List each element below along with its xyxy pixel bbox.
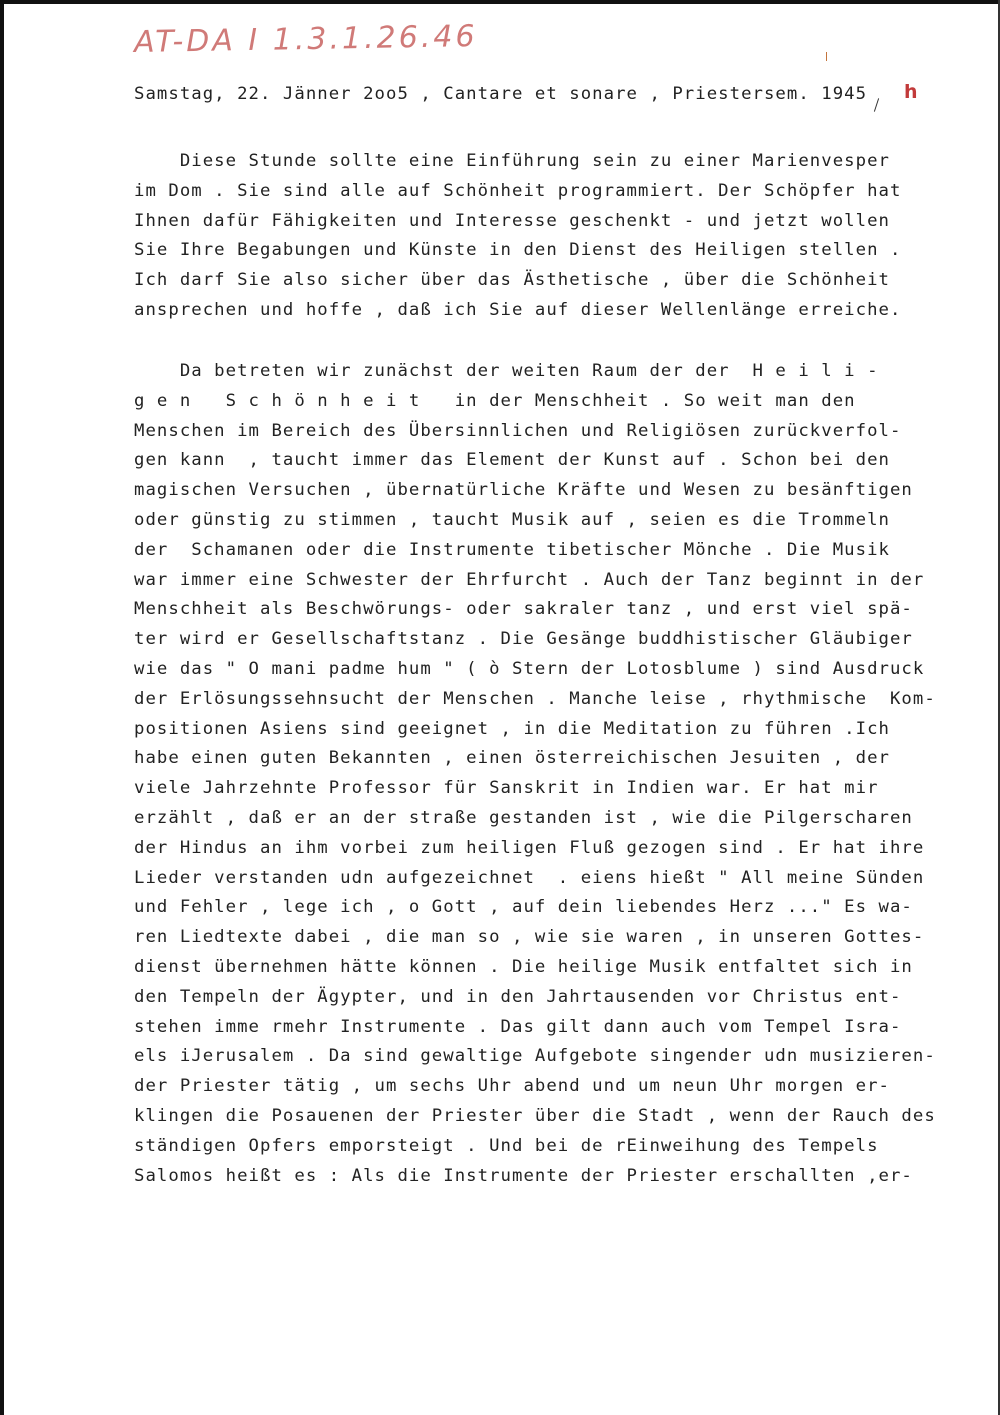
text-line: positionen Asiens sind geeignet , in die Meditation zu führen .Ich bbox=[134, 718, 890, 739]
text-line: Diese Stunde sollte eine Einführung sein zu einer Marienvesper bbox=[134, 151, 890, 171]
text-line: war immer eine Schwester der Ehrfurcht . Auch der Tanz beginnt in der bbox=[134, 569, 925, 590]
scan-edge-top bbox=[0, 0, 1000, 4]
text-line: els iJerusalem . Da sind gewaltige Aufgebote singender udn musizieren- bbox=[134, 1046, 936, 1067]
text-line: Da betreten wir zunächst der weiten Raum der der H e i l i - bbox=[134, 361, 879, 381]
paragraph-2 bbox=[134, 357, 984, 1191]
text-line: den Tempeln der Ägypter, und in den Jahrtausenden vor Christus ent- bbox=[134, 986, 902, 1007]
header-line: Samstag, 22. Jänner 2oo5 , Cantare et sonare , Priestersem. 1945 bbox=[134, 84, 868, 104]
pencil-tick-mark bbox=[826, 52, 827, 61]
text-line: g e n S c h ö n h e i t in der Menschheit . So weit man den bbox=[134, 390, 856, 411]
text-line: ansprechen und hoffe , daß ich Sie auf dieser Wellenlänge erreiche. bbox=[134, 299, 902, 320]
text-line: Ihnen dafür Fähigkeiten und Interesse geschenkt - und jetzt wollen bbox=[134, 210, 890, 231]
text-line: stehen imme rmehr Instrumente . Das gilt dann auch vom Tempel Isra- bbox=[134, 1016, 902, 1037]
text-line: habe einen guten Bekannten , einen österreichischen Jesuiten , der bbox=[134, 748, 890, 769]
text-line: der Schamanen oder die Instrumente tibetischer Mönche . Die Musik bbox=[134, 539, 890, 560]
text-line: im Dom . Sie sind alle auf Schönheit programmiert. Der Schöpfer hat bbox=[134, 180, 902, 201]
text-line: und Fehler , lege ich , o Gott , auf dein liebendes Herz ..." Es wa- bbox=[134, 897, 913, 918]
text-line: der Hindus an ihm vorbei zum heiligen Fluß gezogen sind . Er hat ihre bbox=[134, 837, 925, 858]
text-line: dienst übernehmen hätte können . Die heilige Musik entfaltet sich in bbox=[134, 956, 913, 977]
text-line: Ich darf Sie also sicher über das Ästhetische , über die Schönheit bbox=[134, 270, 890, 291]
scan-edge-left bbox=[0, 0, 4, 1415]
handwritten-slash-mark bbox=[874, 98, 879, 112]
text-line: der Erlösungssehnsucht der Menschen . Manche leise , rhythmische Kom- bbox=[134, 688, 936, 709]
paragraph-1 bbox=[134, 147, 984, 326]
text-line: Sie Ihre Begabungen und Künste in den Dienst des Heiligen stellen . bbox=[134, 240, 902, 261]
text-line: gen kann , taucht immer das Element der Kunst auf . Schon bei den bbox=[134, 450, 890, 471]
archive-signature: AT-DA I 1.3.1.26.46 bbox=[133, 19, 478, 60]
text-line: ter wird er Gesellschaftstanz . Die Gesänge buddhistischer Gläubiger bbox=[134, 629, 913, 650]
text-line: viele Jahrzehnte Professor für Sanskrit in Indien war. Er hat mir bbox=[134, 778, 879, 799]
text-line: ständigen Opfers emporsteigt . Und bei de rEinweihung des Tempels bbox=[134, 1135, 879, 1156]
text-line: erzählt , daß er an der straße gestanden ist , wie die Pilgerscharen bbox=[134, 807, 913, 828]
text-line: wie das " O mani padme hum " ( ò Stern der Lotosblume ) sind Ausdruck bbox=[134, 658, 925, 679]
text-line: Menschen im Bereich des Übersinnlichen und Religiösen zurückverfol- bbox=[134, 420, 902, 441]
text-line: ren Liedtexte dabei , die man so , wie sie waren , in unseren Gottes- bbox=[134, 927, 925, 948]
header-handwritten-mark: h bbox=[904, 81, 918, 103]
text-line: Menschheit als Beschwörungs- oder sakraler tanz , und erst viel spä- bbox=[134, 599, 913, 620]
text-line: magischen Versuchen , übernatürliche Kräfte und Wesen zu besänftigen bbox=[134, 480, 913, 501]
text-line: oder günstig zu stimmen , taucht Musik auf , seien es die Trommeln bbox=[134, 509, 890, 530]
text-line: der Priester tätig , um sechs Uhr abend und um neun Uhr morgen er- bbox=[134, 1076, 890, 1097]
text-line: klingen die Posauenen der Priester über die Stadt , wenn der Rauch des bbox=[134, 1105, 936, 1126]
text-line: Lieder verstanden udn aufgezeichnet . eiens hießt " All meine Sünden bbox=[134, 867, 925, 888]
text-line: Salomos heißt es : Als die Instrumente der Priester erschallten ,er- bbox=[134, 1165, 913, 1186]
